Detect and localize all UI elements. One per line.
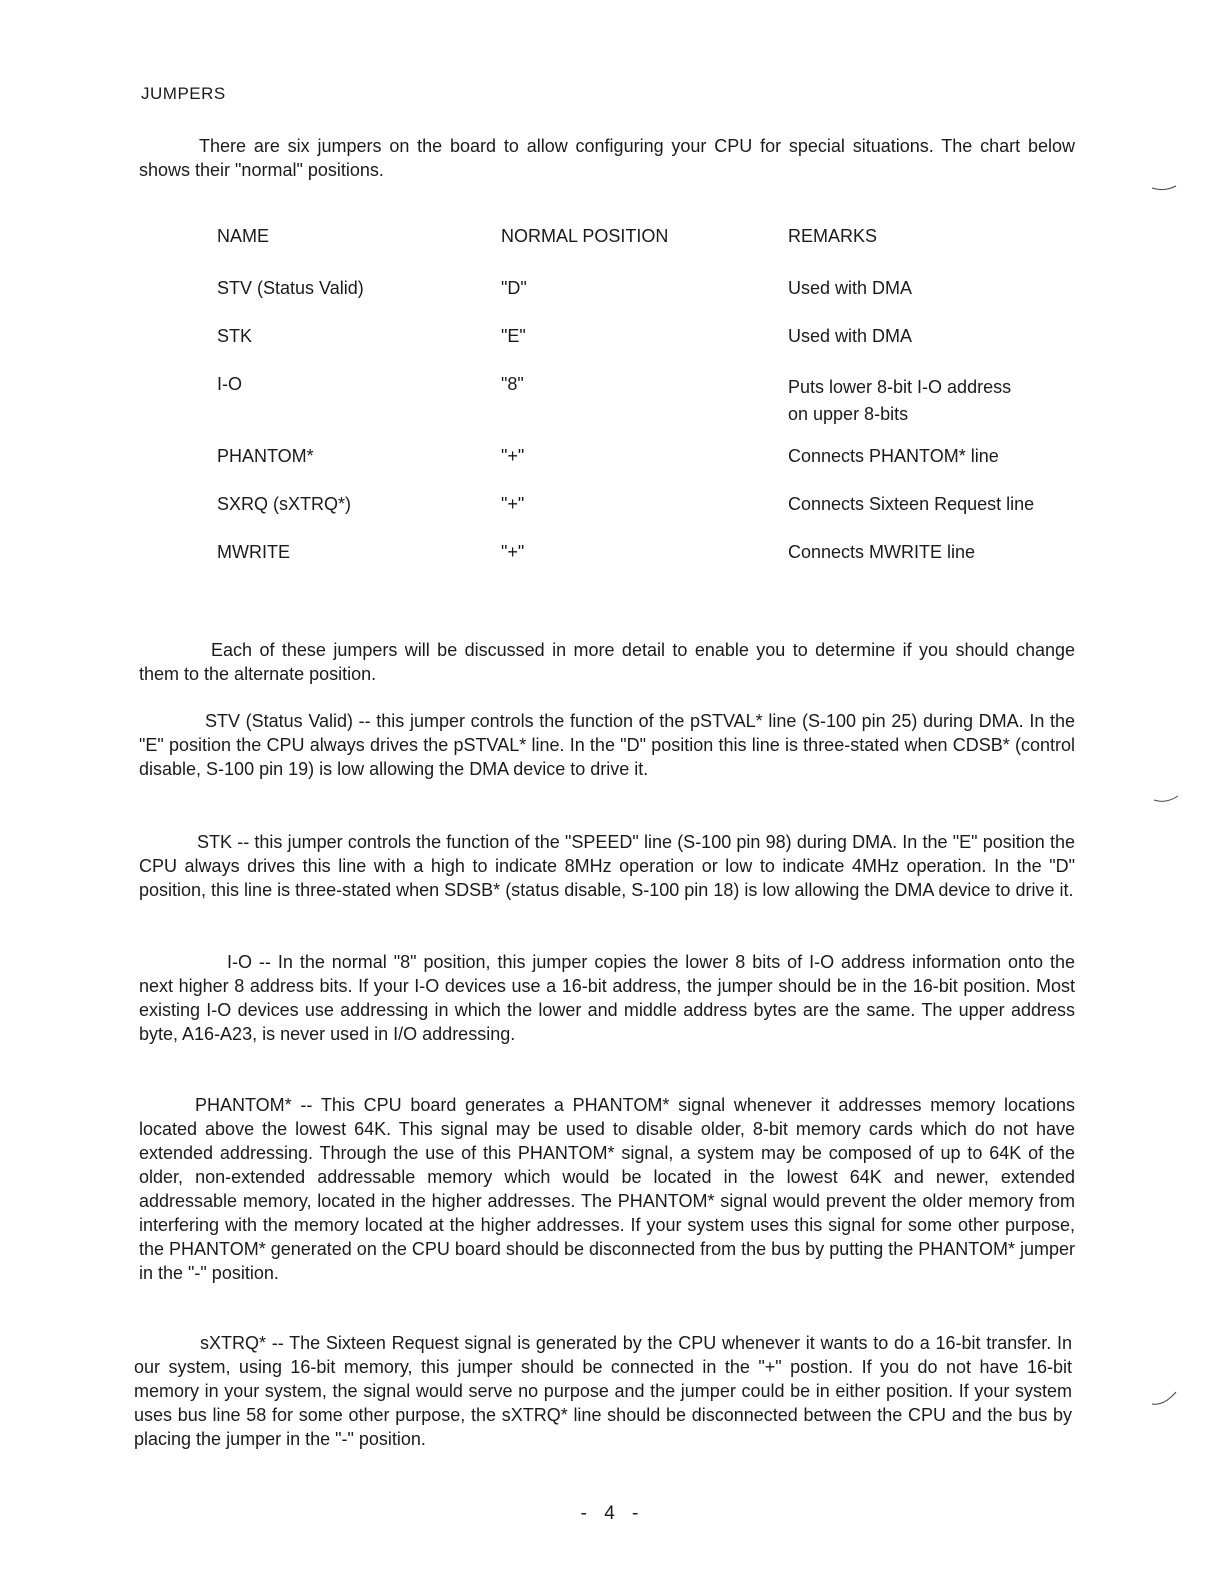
jumper-name: STV (Status Valid) — [217, 278, 364, 298]
intro-text: There are six jumpers on the board to allow configuring your CPU for special situations. The chart below shows their "normal" positions. — [139, 136, 1075, 180]
jumper-remarks: Connects MWRITE line — [788, 542, 976, 562]
jumper-remarks: Puts lower 8-bit I-O address on upper 8-bits — [788, 377, 1012, 424]
header-position: NORMAL POSITION — [501, 226, 669, 246]
body-paragraph — [139, 638, 1075, 686]
jumper-name: SXRQ (sXTRQ*) — [217, 494, 352, 514]
jumper-position: "8" — [501, 374, 524, 394]
jumper-chart — [217, 226, 1097, 590]
paragraph-text: Each of these jumpers will be discussed in more detail to enable you to determine if you should change them to the alternate position. — [139, 640, 1075, 684]
jumper-remarks: Used with DMA — [788, 326, 913, 346]
jumper-name: STK — [217, 326, 253, 346]
jumper-name: I-O — [217, 374, 242, 394]
header-name: NAME — [217, 226, 270, 246]
io-paragraph — [139, 950, 1075, 1046]
sxtrq-paragraph — [134, 1331, 1072, 1451]
chart-header-row — [217, 226, 1097, 278]
jumper-position: "+" — [501, 542, 525, 562]
paragraph-text: STK -- this jumper controls the function of the "SPEED" line (S-100 pin 98) during DMA. In the "E" position the CPU always drives this line with a high to indicate 8MHz operation or low to indicate 4MHz operation. In the "D" position, this line is three-stated when SDSB* (status disable, S-100 pin 18) is low allowing the DMA device to drive it. — [139, 832, 1075, 900]
page-number: - 4 - — [580, 1503, 645, 1524]
margin-mark — [1150, 176, 1190, 196]
chart-row — [217, 278, 1097, 326]
margin-mark — [1152, 790, 1192, 810]
paragraph-text: STV (Status Valid) -- this jumper controls the function of the pSTVAL* line (S-100 pin 25) during DMA. In the "E" position the CPU always drives the pSTVAL* line. In the "D" position this line is three-stated when CDSB* (control disable, S-100 pin 19) is low allowing the DMA device to drive it. — [139, 711, 1075, 779]
paragraph-text: sXTRQ* -- The Sixteen Request signal is generated by the CPU whenever it wants to do a 16-bit transfer. In our system, using 16-bit memory, this jumper should be connected in the "+" postion. If you do not have 16-bit memory in your system, the signal would serve no purpose and the jumper could be in either position. If your system uses bus line 58 for some other purpose, the sXTRQ* line should be disconnected between the CPU and the bus by placing the jumper in the "-" position. — [134, 1333, 1072, 1449]
jumper-position: "+" — [501, 494, 525, 514]
jumper-position: "E" — [501, 326, 526, 346]
jumper-position: "+" — [501, 446, 525, 466]
jumper-remarks: Connects Sixteen Request line — [788, 494, 1035, 514]
chart-row — [217, 542, 1097, 590]
stv-paragraph — [139, 709, 1075, 781]
chart-row — [217, 494, 1097, 542]
chart-row — [217, 446, 1097, 494]
phantom-paragraph — [139, 1093, 1075, 1285]
chart-row — [217, 374, 1097, 446]
section-heading: JUMPERS — [141, 84, 226, 103]
intro-paragraph — [139, 134, 1075, 182]
jumper-remarks: Connects PHANTOM* line — [788, 446, 999, 466]
jumper-name: MWRITE — [217, 542, 290, 562]
margin-mark — [1148, 1388, 1188, 1412]
paragraph-text: I-O -- In the normal "8" position, this jumper copies the lower 8 bits of I-O address information onto the next higher 8 address bits. If your I-O devices use a 16-bit address, the jumper should be in the 16-bit position. Most existing I-O devices use addressing in which the lower and middle address bytes are the same. The upper address byte, A16-A23, is never used in I/O addressing. — [139, 952, 1075, 1044]
chart-row — [217, 326, 1097, 374]
paragraph-text: PHANTOM* -- This CPU board generates a PHANTOM* signal whenever it addresses memory locations located above the lowest 64K. This signal may be used to disable older, 8-bit memory cards which do not have extended addressing. Through the use of this PHANTOM* signal, a system may be composed of up to 64K of the older, non-extended addressable memory which would be located in the lowest 64K and newer, extended addressable memory, located in the higher addresses. The PHANTOM* signal would prevent the older memory from interfering with the memory located at the higher addresses. If your system uses this signal for some other purpose, the PHANTOM* generated on the CPU board should be disconnected from the bus by putting the PHANTOM* jumper in the "-" position. — [139, 1095, 1075, 1283]
jumper-name: PHANTOM* — [217, 446, 314, 466]
jumper-position: "D" — [501, 278, 527, 298]
header-remarks: REMARKS — [788, 226, 878, 246]
stk-paragraph — [139, 830, 1075, 902]
jumper-remarks: Used with DMA — [788, 278, 913, 298]
